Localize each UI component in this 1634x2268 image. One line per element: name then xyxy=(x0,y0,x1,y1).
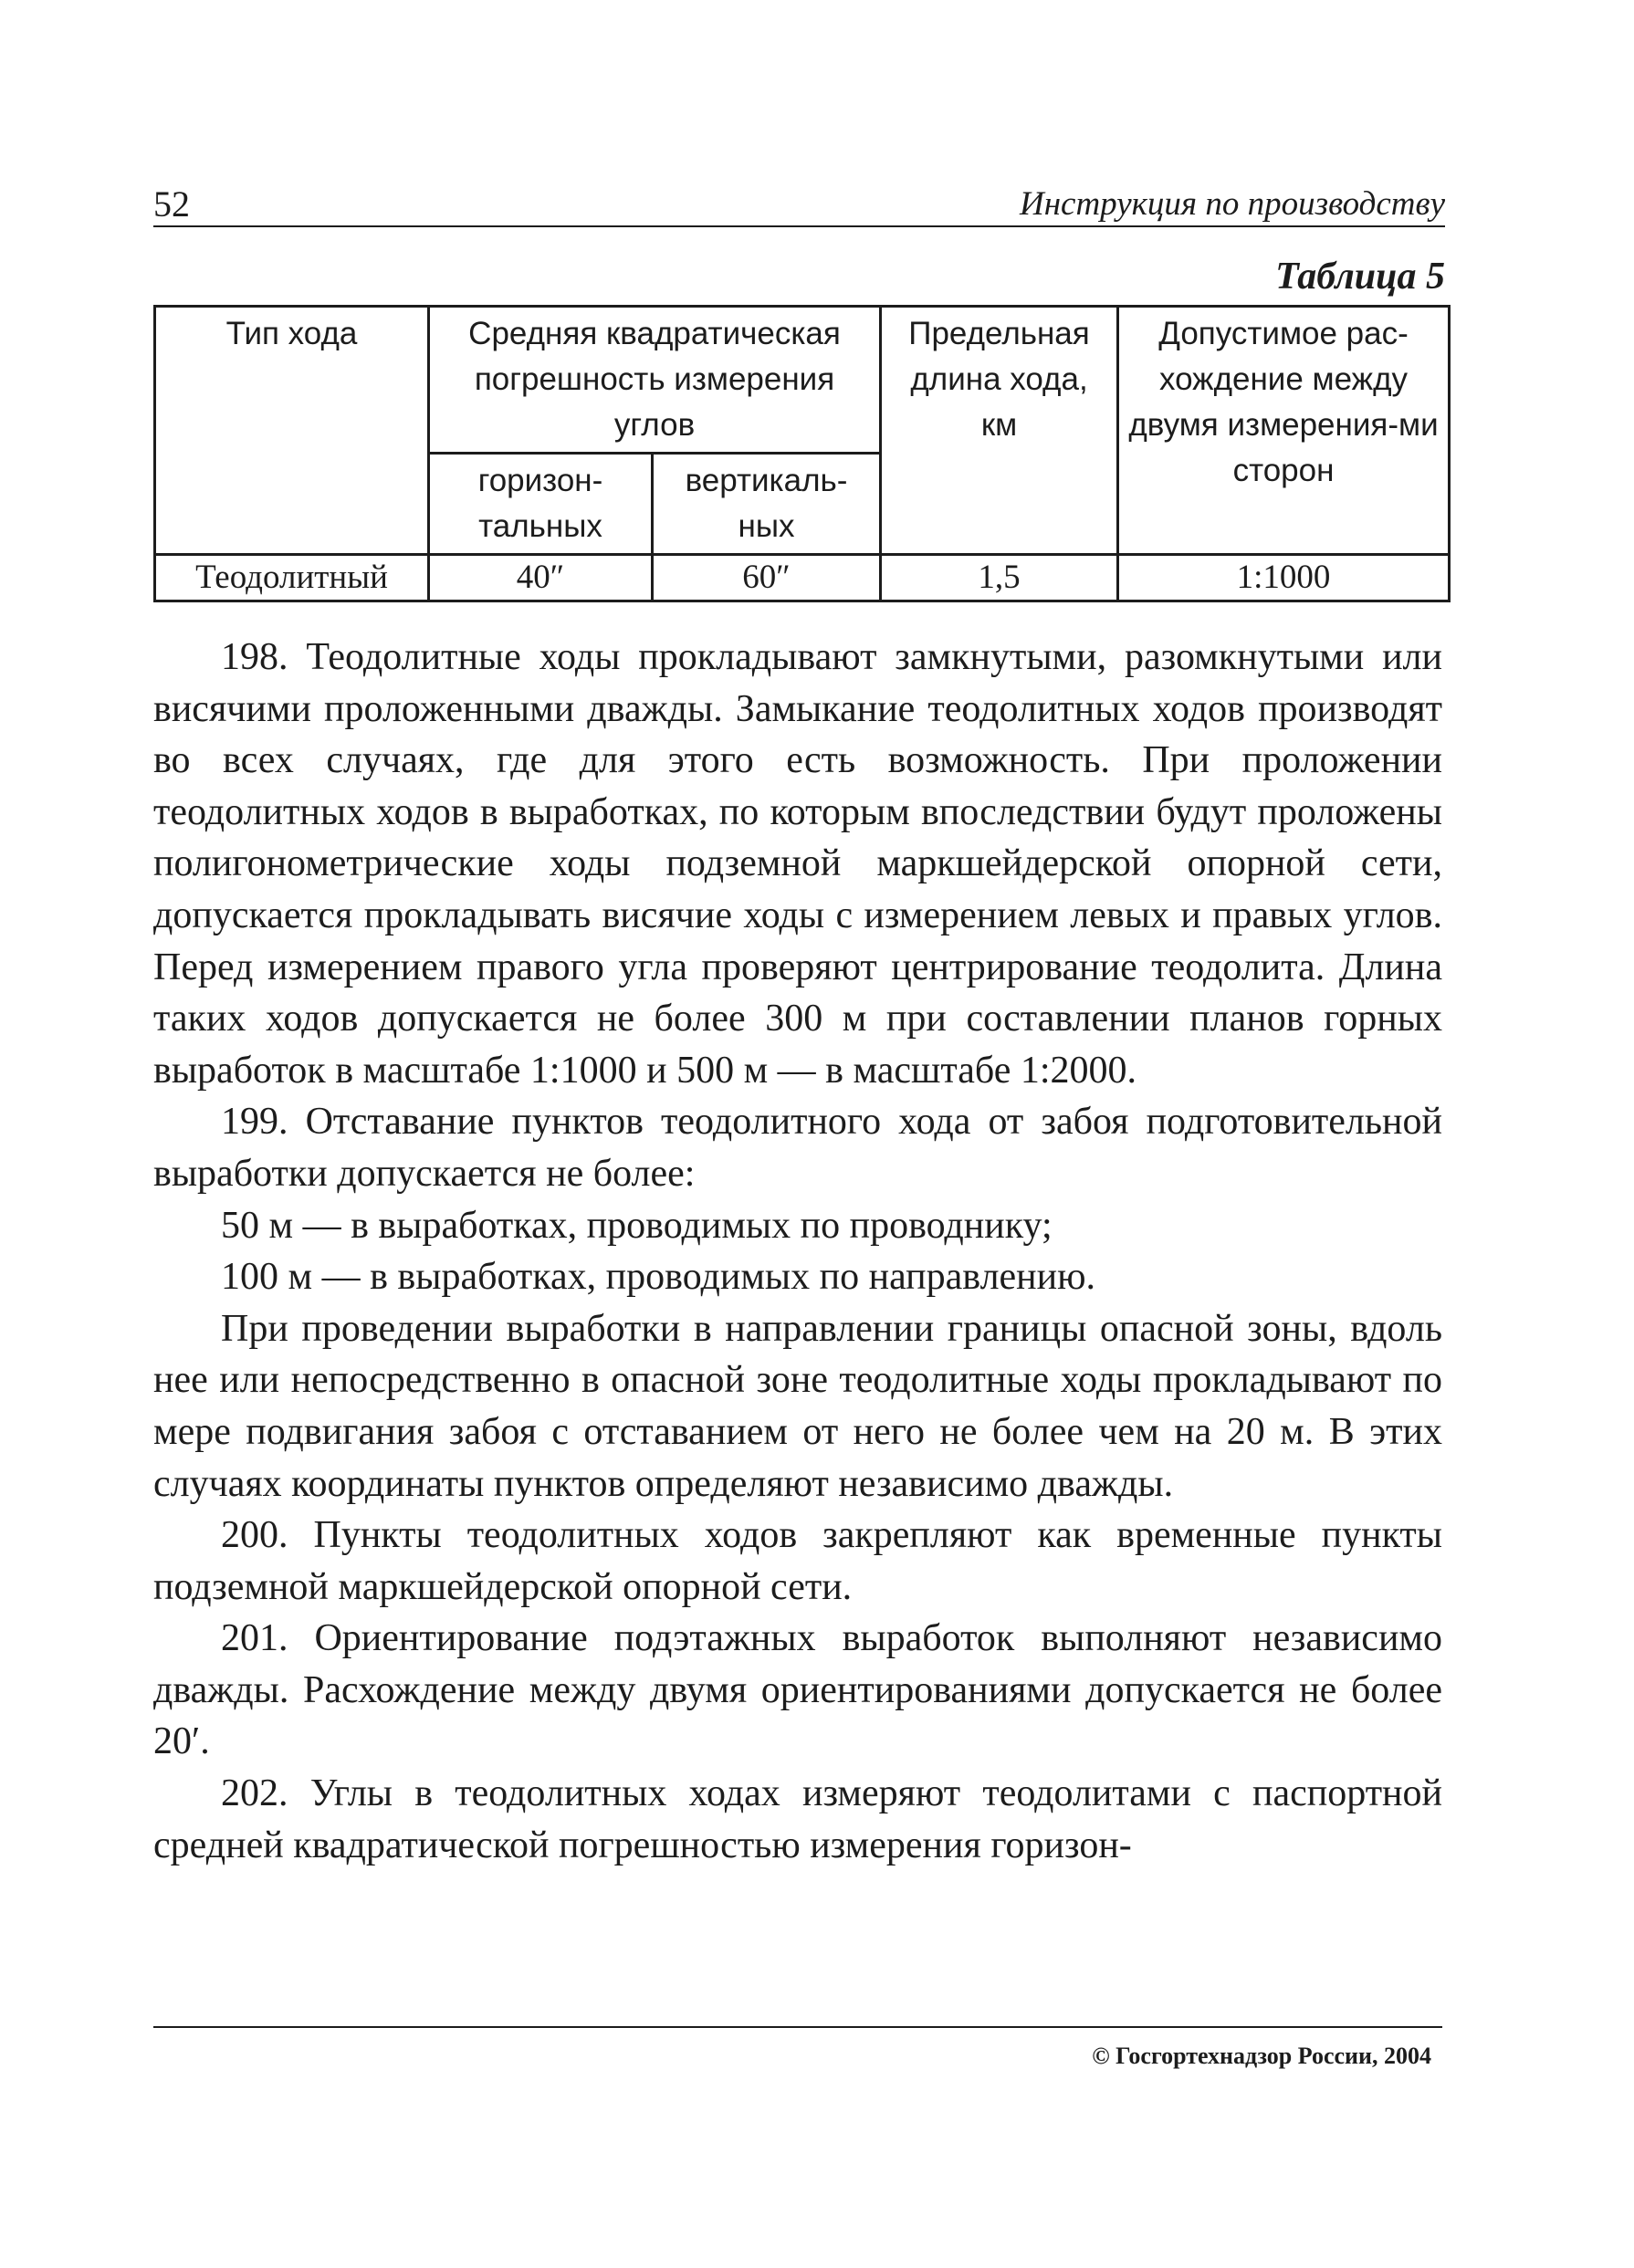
header-discrepancy: Допустимое рас-хождение между двумя измерения-ми сторон xyxy=(1118,307,1450,555)
paragraph-199: 199. Отставание пунктов теодолитного хода от забоя подготовительной выработки допускается не более: xyxy=(153,1101,1442,1195)
cell-type: Теодолитный xyxy=(155,555,429,601)
cell-max-length: 1,5 xyxy=(881,555,1118,601)
cell-horizontal: 40″ xyxy=(429,555,653,601)
header-rule xyxy=(153,225,1445,227)
paragraph-201: 201. Ориентирование подэтажных выработок выполняют независимо дважды. Расхождение между двумя ориентированиями допускается не более 20′. xyxy=(153,1617,1442,1763)
header-horizontal: горизон-тальных xyxy=(429,454,653,555)
paragraph-198: 198. Теодолитные ходы прокладывают замкнутыми, разомкнутыми или висячими проложенными дважды. Замыкание теодолитных ходов производят во всех случаях, где для этого есть возможность. При проложении теодолитных ходов в выработках, по которым впоследствии будут проложены полигонометрические ходы подземной маркшейдерской опорной сети, допускается прокладывать висячие ходы с измерением левых и правых углов. Перед измерением правого угла проверяют центрирование теодолита. Длина таких ходов допускается не более 300 м при составлении планов горных выработок в масштабе 1:1000 и 500 м — в масштабе 1:2000. xyxy=(153,636,1442,1092)
body-text xyxy=(153,632,1442,1871)
header-error-group: Средняя квадратическая погрешность измерения углов xyxy=(429,307,881,454)
header-type: Тип хода xyxy=(155,307,429,555)
table-row xyxy=(155,555,1450,601)
list-item-50m: 50 м — в выработках, проводимых по проводнику; xyxy=(221,1204,1053,1247)
paragraph-202: 202. Углы в теодолитных ходах измеряют теодолитами с паспортной средней квадратической погрешностью измерения горизон- xyxy=(153,1772,1442,1866)
list-item-100m: 100 м — в выработках, проводимых по направлению. xyxy=(221,1256,1096,1299)
cell-vertical: 60″ xyxy=(653,555,881,601)
table-header-row xyxy=(155,307,1450,454)
paragraph-200: 200. Пункты теодолитных ходов закрепляют как временные пункты подземной маркшейдерской опорной сети. xyxy=(153,1514,1442,1608)
header-vertical: вертикаль-ных xyxy=(653,454,881,555)
header-max-length: Предельная длина хода, км xyxy=(881,307,1118,555)
table-caption: Таблица 5 xyxy=(1275,256,1445,298)
footer-copyright: © Госгортехнадзор России, 2004 xyxy=(1092,2043,1431,2069)
running-title: Инструкция по производству xyxy=(1019,185,1445,223)
data-table xyxy=(153,305,1451,602)
footer-rule xyxy=(153,2026,1442,2028)
paragraph-danger-zone: При проведении выработки в направлении границы опасной зоны, вдоль нее или непосредственно в опасной зоне теодолитные ходы прокладывают по мере подвигания забоя с отставанием от него не более чем на 20 м. В этих случаях координаты пунктов определяют независимо дважды. xyxy=(153,1307,1442,1505)
cell-discrepancy: 1:1000 xyxy=(1118,555,1450,601)
page-number: 52 xyxy=(153,183,190,225)
